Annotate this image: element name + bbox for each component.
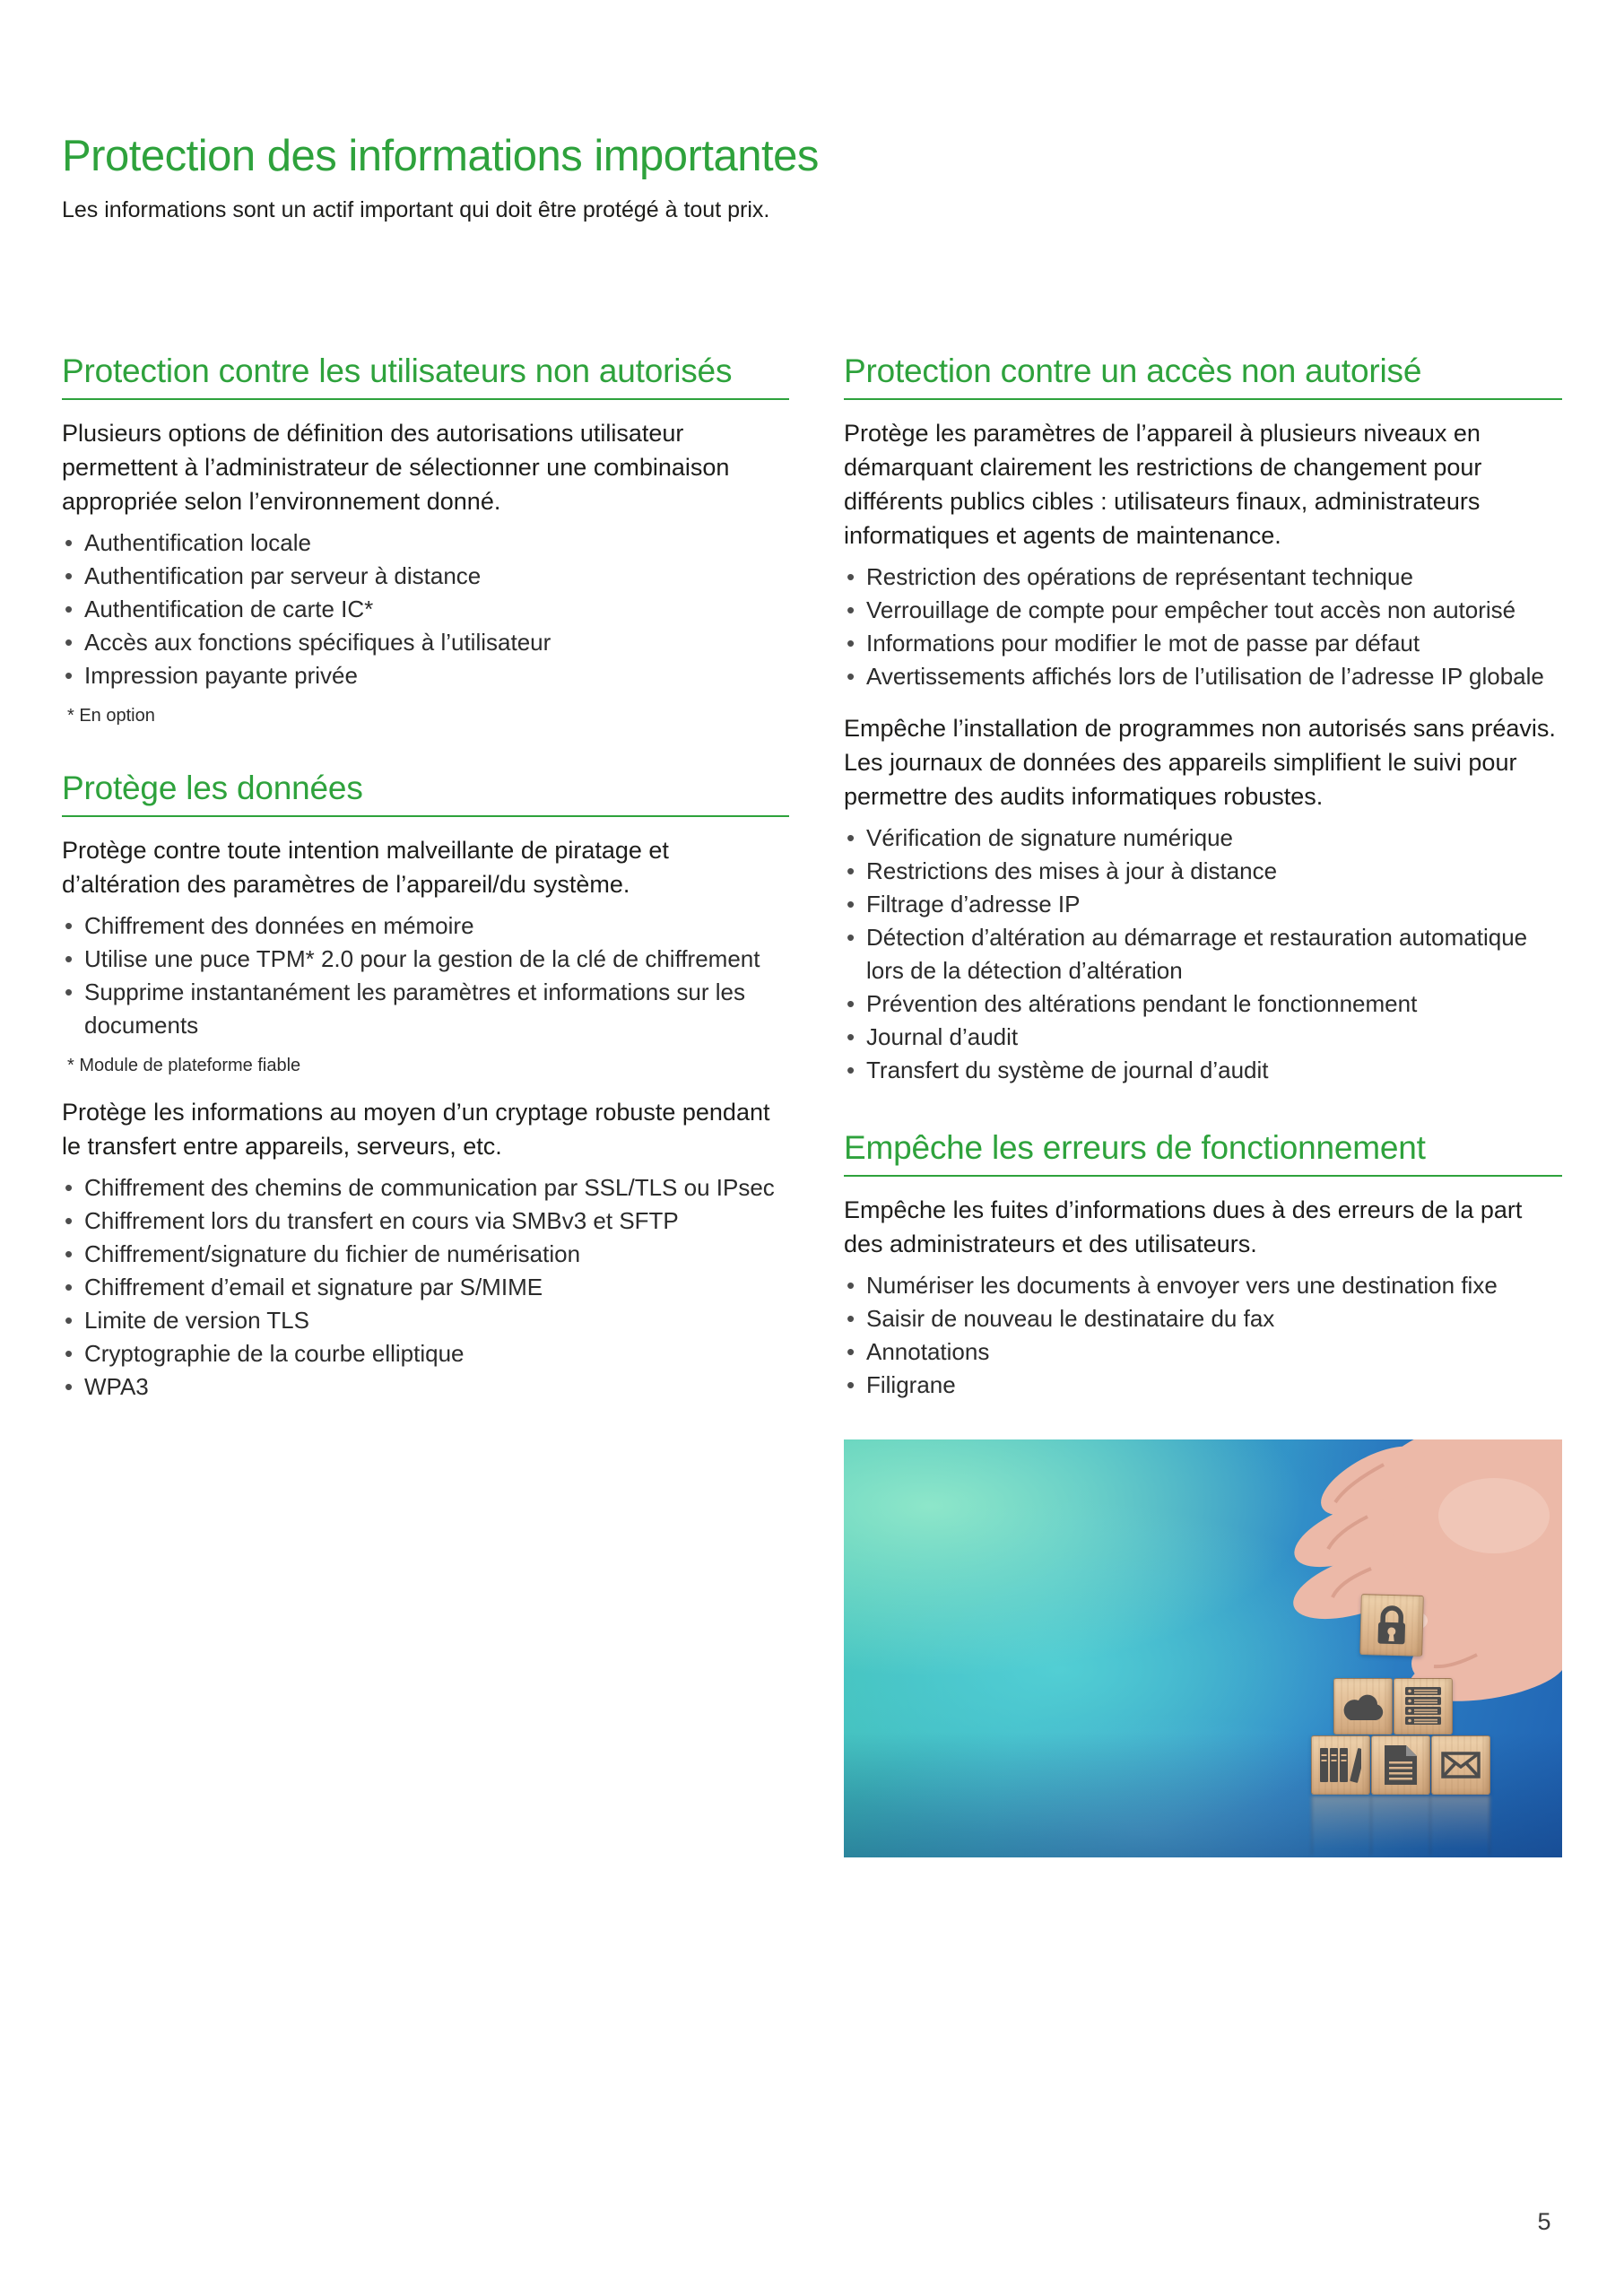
list-item: • Saisir de nouveau le destinataire du fax: [844, 1302, 1562, 1335]
section-heading: Protège les données: [62, 769, 789, 817]
footnote: * En option: [67, 706, 155, 726]
page-header: [62, 131, 1562, 224]
section-paragraph: Protège les informations au moyen d’un cryptage robuste pendant le transfert entre appareils, serveurs, etc.: [62, 1099, 770, 1160]
list-item: • Utilise une puce TPM* 2.0 pour la gestion de la clé de chiffrement: [62, 943, 789, 976]
blocks-reflection: [1311, 1796, 1490, 1855]
list-item: • Restrictions des mises à jour à distance: [844, 855, 1562, 888]
document-block: [1371, 1735, 1430, 1795]
list-item: • Chiffrement des chemins de communication par SSL/TLS ou IPsec: [62, 1171, 789, 1205]
list-item: • Avertissements affichés lors de l’utilisation de l’adresse IP globale: [844, 660, 1562, 693]
list-item: • Accès aux fonctions spécifiques à l’utilisateur: [62, 626, 789, 659]
left-column: [62, 352, 789, 1404]
section-heading: Protection contre les utilisateurs non autorisés: [62, 352, 789, 400]
list-item: • Restriction des opérations de représentant technique: [844, 561, 1562, 594]
document-icon: [1385, 1745, 1417, 1785]
list-item: • Supprime instantanément les paramètres et informations sur les documents: [62, 976, 789, 1042]
list-item: • Authentification de carte IC*: [62, 593, 789, 626]
cloud-icon: [1342, 1692, 1385, 1722]
bullet-list: [62, 1171, 789, 1404]
list-item: • Annotations: [844, 1335, 1562, 1369]
lock-block: [1359, 1594, 1424, 1657]
list-item: • Authentification par serveur à distance: [62, 560, 789, 593]
section-unauthorized-access: [844, 352, 1562, 1087]
list-item: • Vérification de signature numérique: [844, 822, 1562, 855]
section-heading: Empêche les erreurs de fonctionnement: [844, 1128, 1562, 1177]
bullet-list: [844, 1269, 1562, 1402]
server-block: [1394, 1678, 1453, 1735]
lock-icon: [1371, 1603, 1411, 1647]
right-column: [844, 352, 1562, 1857]
section-data-protection: [62, 769, 789, 1404]
bullet-list: [844, 561, 1562, 693]
binders-icon: [1320, 1746, 1361, 1784]
list-item: • Authentification locale: [62, 526, 789, 560]
list-item: • Prévention des altérations pendant le fonctionnement: [844, 987, 1562, 1021]
list-item: • Limite de version TLS: [62, 1304, 789, 1337]
list-item: • Chiffrement lors du transfert en cours via SMBv3 et SFTP: [62, 1205, 789, 1238]
page-number: 5: [1537, 2208, 1551, 2235]
footnote: * Module de plateforme fiable: [67, 1056, 301, 1075]
envelope-icon: [1441, 1752, 1481, 1779]
list-item: • Informations pour modifier le mot de passe par défaut: [844, 627, 1562, 660]
server-icon: [1405, 1687, 1441, 1726]
page-subtitle: Les informations sont un actif important qui doit être protégé à tout prix.: [62, 197, 770, 222]
list-item: • Filigrane: [844, 1369, 1562, 1402]
section-intro: Empêche les fuites d’informations dues à des erreurs de la part des administrateurs et des utilisateurs.: [844, 1196, 1523, 1257]
section-heading: Protection contre un accès non autorisé: [844, 352, 1562, 400]
bullet-list: [844, 822, 1562, 1087]
section-intro: Plusieurs options de définition des autorisations utilisateur permettent à l’administrateur de sélectionner une combinaison appropriée selon l’environnement donné.: [62, 420, 730, 515]
envelope-block: [1431, 1735, 1490, 1795]
binders-block: [1311, 1735, 1370, 1795]
section-operation-errors: [844, 1128, 1562, 1402]
section-paragraph: Empêche l’installation de programmes non autorisés sans préavis. Les journaux de données des appareils simplifient le suivi pour permettre des audits informatiques robustes.: [844, 715, 1556, 810]
list-item: • Verrouillage de compte pour empêcher tout accès non autorisé: [844, 594, 1562, 627]
list-item: • Impression payante privée: [62, 659, 789, 692]
list-item: • WPA3: [62, 1370, 789, 1404]
bullet-list: [62, 909, 789, 1042]
section-intro: Protège les paramètres de l’appareil à plusieurs niveaux en démarquant clairement les restrictions de changement pour différents publics cibles : utilisateurs finaux, administrateurs informatiques et agents de maintenance.: [844, 420, 1482, 549]
security-blocks-photo: [844, 1439, 1562, 1857]
list-item: • Numériser les documents à envoyer vers une destination fixe: [844, 1269, 1562, 1302]
list-item: • Chiffrement/signature du fichier de numérisation: [62, 1238, 789, 1271]
list-item: • Transfert du système de journal d’audit: [844, 1054, 1562, 1087]
bullet-list: [62, 526, 789, 692]
list-item: • Journal d’audit: [844, 1021, 1562, 1054]
section-intro: Protège contre toute intention malveillante de piratage et d’altération des paramètres de l’appareil/du système.: [62, 837, 669, 898]
cloud-block: [1333, 1678, 1393, 1735]
section-unauthorized-users: [62, 352, 789, 727]
list-item: • Cryptographie de la courbe elliptique: [62, 1337, 789, 1370]
list-item: • Détection d’altération au démarrage et restauration automatique lors de la détection d’altération: [844, 921, 1562, 987]
page-title: Protection des informations importantes: [62, 132, 819, 180]
list-item: • Filtrage d’adresse IP: [844, 888, 1562, 921]
list-item: • Chiffrement d’email et signature par S/MIME: [62, 1271, 789, 1304]
list-item: • Chiffrement des données en mémoire: [62, 909, 789, 943]
